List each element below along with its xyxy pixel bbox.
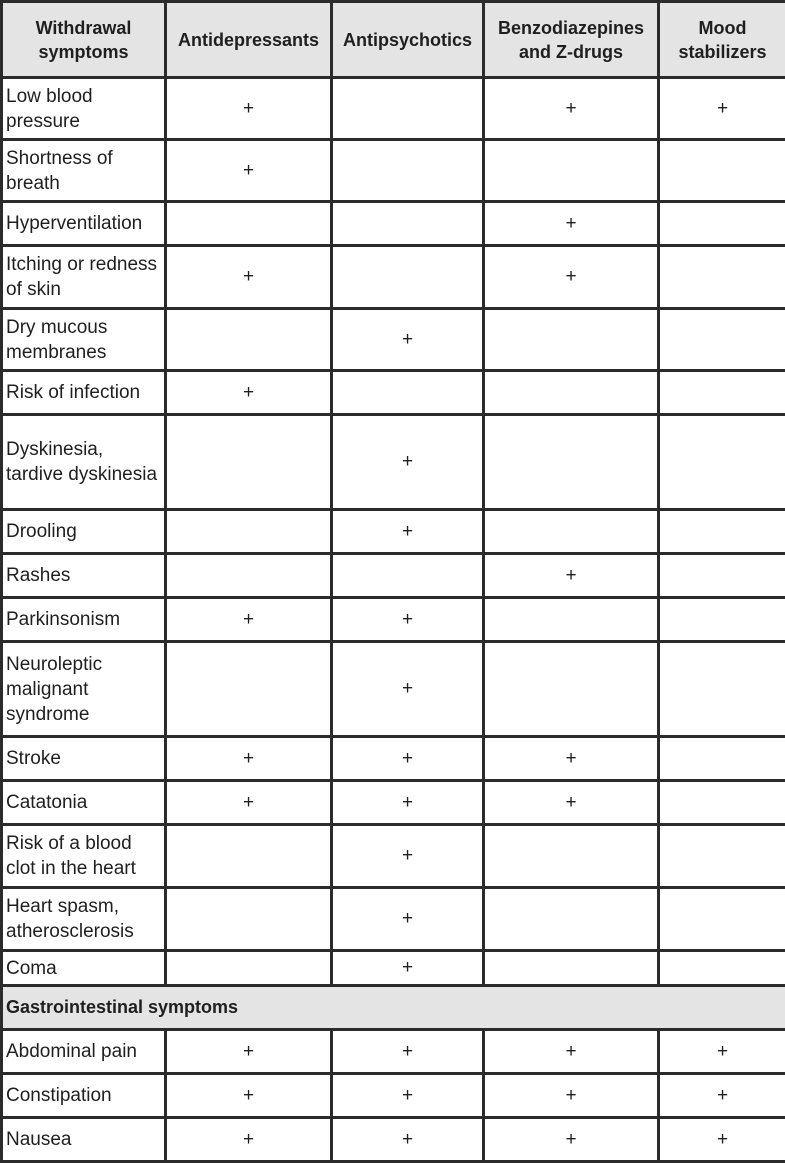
- mark-cell: [659, 510, 785, 554]
- mark-cell: [166, 510, 332, 554]
- mark-cell: +: [166, 781, 332, 825]
- mark-cell: [659, 202, 785, 246]
- row-label: Parkinsonism: [2, 598, 166, 642]
- mark-cell: +: [484, 554, 659, 598]
- mark-cell: [166, 309, 332, 371]
- table-row: [2, 246, 785, 309]
- row-label: Coma: [2, 951, 166, 986]
- header-benzodiazepines: Benzodiazepines and Z-drugs: [484, 2, 659, 78]
- row-label: Nausea: [2, 1118, 166, 1162]
- mark-cell: +: [659, 1074, 785, 1118]
- mark-cell: [332, 202, 484, 246]
- mark-cell: +: [332, 510, 484, 554]
- mark-cell: [484, 642, 659, 737]
- row-label: Heart spasm, atherosclerosis: [2, 888, 166, 951]
- mark-cell: +: [332, 737, 484, 781]
- row-label: Neuroleptic malignant syndrome: [2, 642, 166, 737]
- mark-cell: +: [166, 1118, 332, 1162]
- mark-cell: [166, 825, 332, 888]
- row-label: Dyskinesia, tardive dyskinesia: [2, 415, 166, 510]
- mark-cell: [166, 202, 332, 246]
- row-label: Itching or redness of skin: [2, 246, 166, 309]
- mark-cell: [166, 888, 332, 951]
- mark-cell: [332, 371, 484, 415]
- mark-cell: +: [166, 1074, 332, 1118]
- mark-cell: +: [332, 888, 484, 951]
- table-row: [2, 1030, 785, 1074]
- table-row: [2, 510, 785, 554]
- mark-cell: [659, 888, 785, 951]
- row-label: Dry mucous membranes: [2, 309, 166, 371]
- mark-cell: +: [166, 598, 332, 642]
- table-row: [2, 309, 785, 371]
- row-label: Drooling: [2, 510, 166, 554]
- table-row: [2, 1118, 785, 1162]
- row-label: Abdominal pain: [2, 1030, 166, 1074]
- mark-cell: [166, 554, 332, 598]
- mark-cell: +: [332, 598, 484, 642]
- header-mood-stabilizers: Mood stabilizers: [659, 2, 785, 78]
- header-row: [2, 2, 785, 78]
- mark-cell: +: [484, 1118, 659, 1162]
- table-row: [2, 202, 785, 246]
- mark-cell: [484, 309, 659, 371]
- mark-cell: [484, 951, 659, 986]
- mark-cell: [484, 825, 659, 888]
- mark-cell: +: [166, 371, 332, 415]
- row-label: Hyperventilation: [2, 202, 166, 246]
- mark-cell: [332, 140, 484, 202]
- mark-cell: +: [484, 737, 659, 781]
- row-label: Shortness of breath: [2, 140, 166, 202]
- mark-cell: +: [484, 781, 659, 825]
- table-row: [2, 781, 785, 825]
- table-row: [2, 825, 785, 888]
- table-row: [2, 371, 785, 415]
- mark-cell: +: [659, 78, 785, 140]
- header-withdrawal-symptoms: Withdrawal symptoms: [2, 2, 166, 78]
- mark-cell: [484, 140, 659, 202]
- mark-cell: [484, 415, 659, 510]
- mark-cell: [166, 951, 332, 986]
- mark-cell: [484, 888, 659, 951]
- mark-cell: +: [332, 781, 484, 825]
- mark-cell: [659, 642, 785, 737]
- row-label: Risk of a blood clot in the heart: [2, 825, 166, 888]
- mark-cell: +: [332, 1074, 484, 1118]
- mark-cell: +: [332, 309, 484, 371]
- mark-cell: [484, 598, 659, 642]
- mark-cell: +: [166, 1030, 332, 1074]
- table-row: [2, 642, 785, 737]
- mark-cell: [332, 554, 484, 598]
- table-row: [2, 951, 785, 986]
- row-label: Risk of infection: [2, 371, 166, 415]
- table-row: [2, 598, 785, 642]
- mark-cell: [484, 510, 659, 554]
- mark-cell: +: [484, 202, 659, 246]
- mark-cell: +: [166, 140, 332, 202]
- mark-cell: +: [332, 1030, 484, 1074]
- mark-cell: +: [484, 78, 659, 140]
- mark-cell: +: [332, 1118, 484, 1162]
- mark-cell: [659, 951, 785, 986]
- row-label: Rashes: [2, 554, 166, 598]
- mark-cell: +: [659, 1118, 785, 1162]
- mark-cell: +: [332, 951, 484, 986]
- mark-cell: [659, 246, 785, 309]
- section-heading-gastrointestinal: Gastrointestinal symptoms: [2, 986, 785, 1030]
- table-row: [2, 415, 785, 510]
- mark-cell: +: [166, 246, 332, 309]
- header-antipsychotics: Antipsychotics: [332, 2, 484, 78]
- mark-cell: [659, 371, 785, 415]
- mark-cell: [659, 415, 785, 510]
- row-label: Catatonia: [2, 781, 166, 825]
- mark-cell: +: [166, 78, 332, 140]
- mark-cell: [659, 781, 785, 825]
- table-row: [2, 888, 785, 951]
- table-row: [2, 554, 785, 598]
- mark-cell: +: [332, 415, 484, 510]
- mark-cell: [332, 246, 484, 309]
- table-row: [2, 140, 785, 202]
- header-antidepressants: Antidepressants: [166, 2, 332, 78]
- mark-cell: [484, 371, 659, 415]
- row-label: Constipation: [2, 1074, 166, 1118]
- mark-cell: [659, 598, 785, 642]
- mark-cell: [659, 737, 785, 781]
- mark-cell: [332, 78, 484, 140]
- mark-cell: +: [659, 1030, 785, 1074]
- table-row: [2, 737, 785, 781]
- mark-cell: [166, 415, 332, 510]
- mark-cell: [659, 554, 785, 598]
- mark-cell: [659, 825, 785, 888]
- mark-cell: [166, 642, 332, 737]
- table-row: [2, 1074, 785, 1118]
- mark-cell: [659, 140, 785, 202]
- mark-cell: +: [166, 737, 332, 781]
- table-row: [2, 78, 785, 140]
- mark-cell: +: [332, 825, 484, 888]
- mark-cell: +: [332, 642, 484, 737]
- row-label: Low blood pressure: [2, 78, 166, 140]
- mark-cell: +: [484, 1030, 659, 1074]
- mark-cell: [659, 309, 785, 371]
- mark-cell: +: [484, 246, 659, 309]
- mark-cell: +: [484, 1074, 659, 1118]
- row-label: Stroke: [2, 737, 166, 781]
- section-row: [2, 986, 785, 1030]
